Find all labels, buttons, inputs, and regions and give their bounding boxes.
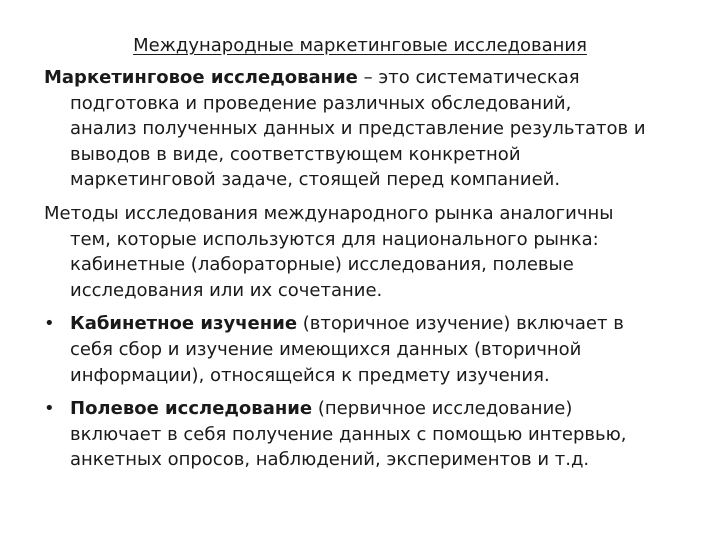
methods-line-4: исследования или их сочетание. [70,279,383,301]
slide-title: Международные маркетинговые исследования [133,35,587,56]
bullet-field-research [44,396,694,473]
methods-line-1: Методы исследования международного рынка аналогичны [44,202,614,224]
definition-text: – это систематическая [357,67,580,88]
definition-paragraph [44,65,694,193]
bullet-desk-research [44,311,694,388]
definition-line-5: маркетинговой задаче, стоящей перед компанией. [70,169,561,191]
bullet-1-line-3: информации), относящейся к предмету изучения. [70,364,550,386]
bullet-1-line-1 [70,311,694,337]
definition-line-1 [44,65,694,91]
bullet-1-text: (вторичное изучение) включает в [297,313,624,335]
definition-line-2: подготовка и проведение различных обследований, [70,92,572,114]
bullet-2-term: Полевое исследование [70,398,313,420]
bullet-2-line-2: включает в себя получение данных с помощью интервью, [70,423,627,445]
definition-line-4: выводов в виде, соответствующем конкретной [70,143,521,165]
bullet-marker: • [44,313,55,335]
definition-line-3: анализ полученных данных и представление результатов и [70,118,646,140]
bullet-1-term: Кабинетное изучение [70,313,298,335]
bullet-1-line-2: себя сбор и изучение имеющихся данных (вторичной [70,338,582,360]
definition-term: Маркетинговое исследование [44,67,358,88]
methods-line-2: тем, которые используются для национального рынка: [70,228,599,250]
slide-body [44,65,694,481]
methods-paragraph [44,201,694,303]
bullet-marker: • [44,398,55,420]
methods-line-3: кабинетные (лабораторные) исследования, полевые [70,254,574,276]
bullet-2-line-3: анкетных опросов, наблюдений, экспериментов и т.д. [70,449,590,471]
bullet-2-line-1 [70,396,694,422]
bullet-2-text: (первичное исследование) [312,398,573,420]
